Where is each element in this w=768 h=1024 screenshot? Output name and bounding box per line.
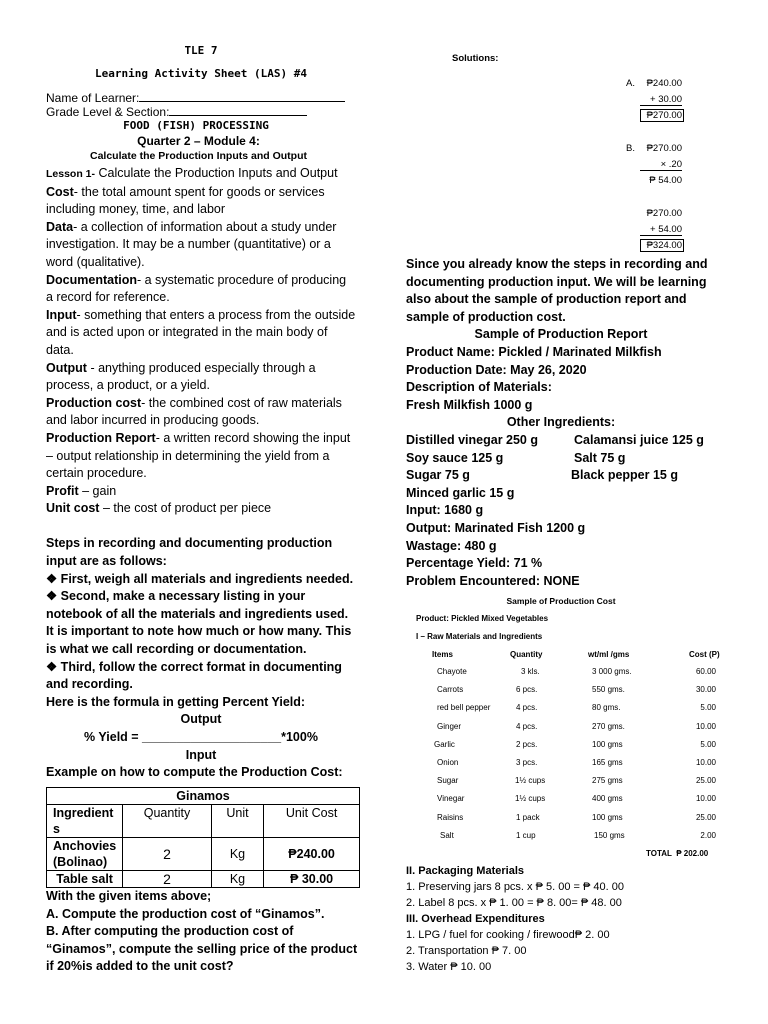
- topic: FOOD (FISH) PROCESSING: [123, 119, 269, 132]
- gin-header-unit: Unit: [211, 805, 263, 838]
- step-1: ❖ First, weigh all materials and ingredients needed.: [46, 571, 354, 586]
- gin-header-quantity: Quantity: [123, 805, 212, 838]
- cost-row: Garlic 2 pcs. 100 gms 5.00: [434, 739, 716, 749]
- cost-row: Chayote 3 kls. 3 000 gms. 60.00: [437, 667, 716, 676]
- quarter: Quarter 2 – Module 4:: [137, 134, 260, 148]
- report-output: Output: Marinated Fish 1200 g: [406, 520, 586, 535]
- cost-row: red bell pepper 4 pcs. 80 gms. 5.00: [437, 703, 716, 713]
- def-production-cost: Production cost- the combined cost of raw materials and labor incurred in producing goods.: [46, 395, 342, 428]
- cost-header-quantity: Quantity: [510, 650, 543, 659]
- gin-row2-cost: ₱ 30.00: [264, 871, 360, 888]
- formula-bottom: Input: [185, 747, 217, 762]
- cost-header-items: Items: [432, 650, 453, 659]
- report-garlic: Minced garlic 15 g: [406, 485, 515, 500]
- step-2: ❖ Second, make a necessary listing in your notebook of all the materials and ingredients used. It is important to note how much or how many. This is what we call recording or documentation.: [46, 589, 352, 657]
- sol-a2: + 30.00: [640, 94, 682, 106]
- lesson-line: Lesson 1- Calculate the Production Inputs and Output: [46, 166, 338, 180]
- cost-section-1: I – Raw Materials and Ingredients: [416, 632, 543, 641]
- sol-b1: ₱270.00: [646, 143, 682, 154]
- header-subject: TLE 7: [184, 44, 218, 57]
- example-heading: Example on how to compute the Production Cost:: [46, 765, 343, 780]
- report-body: [406, 256, 716, 590]
- cost-row: Sugar 1½ cups 275 gms 25.00: [437, 776, 716, 786]
- packaging-title: II. Packaging Materials: [406, 865, 524, 877]
- report-production-date: Production Date: May 26, 2020: [406, 362, 587, 377]
- ginamos-table: [46, 787, 360, 888]
- overhead-2: 2. Transportation ₱ 7. 00: [406, 945, 527, 957]
- def-unit-cost: Unit cost – the cost of product per piece: [46, 501, 272, 516]
- report-input: Input: 1680 g: [406, 503, 484, 518]
- ingredient-row-3: Sugar 75 g Black pepper 15 g: [406, 468, 678, 483]
- gin-row1-qty: 2: [123, 838, 212, 871]
- def-input: Input- something that enters a process from the outside and is acted upon or integrated in the main body of data.: [46, 307, 356, 357]
- name-of-learner: [46, 91, 345, 105]
- gin-row2-item: Table salt: [47, 871, 123, 888]
- header-title: Learning Activity Sheet (LAS) #4: [95, 67, 307, 80]
- gin-row2-qty: 2: [123, 871, 212, 888]
- gin-row2-unit: Kg: [211, 871, 263, 888]
- overhead-1: 1. LPG / fuel for cooking / firewood₱ 2. 00: [406, 929, 610, 941]
- cost-row: Salt 1 cup 150 gms 2.00: [440, 830, 716, 840]
- cost-title: Sample of Production Cost: [506, 596, 616, 606]
- sol-a1: ₱240.00: [646, 78, 682, 89]
- packaging-1: 1. Preserving jars 8 pcs. x ₱ 5. 00 = ₱ 40. 00: [406, 881, 624, 893]
- cost-extras: [406, 863, 726, 975]
- grade-level: [46, 105, 307, 119]
- sol-c3: ₱324.00: [640, 239, 684, 252]
- def-cost: Cost- the total amount spent for goods or services including money, time, and labor: [46, 184, 325, 217]
- report-fish: Fresh Milkfish 1000 g: [406, 397, 533, 412]
- formula-intro: Here is the formula in getting Percent Yield:: [46, 694, 306, 709]
- gin-header-unitcost: Unit Cost: [264, 805, 360, 838]
- ingredient-row-1: Distilled vinegar 250 g Calamansi juice 125 g: [406, 432, 704, 447]
- report-problem: Problem Encountered: NONE: [406, 573, 580, 588]
- steps-heading: Steps in recording and documenting production input are as follows:: [46, 536, 333, 569]
- report-wastage: Wastage: 480 g: [406, 538, 497, 553]
- grade-label: Grade Level & Section:: [46, 105, 170, 119]
- sol-c2: + 54.00: [640, 224, 682, 236]
- def-output: Output - anything produced especially through a process, a product, or a yield.: [46, 360, 316, 393]
- cost-row: Raisins 1 pack 100 gms 25.00: [437, 812, 716, 822]
- gin-row1-item: Anchovies (Bolinao): [47, 838, 123, 871]
- questions: [46, 888, 361, 976]
- cost-total: TOTAL ₱ 202.00: [646, 849, 709, 858]
- sol-b3: ₱ 54.00: [649, 175, 682, 186]
- def-profit: Profit – gain: [46, 483, 117, 498]
- subtitle: Calculate the Production Inputs and Output: [90, 150, 307, 162]
- questions-intro: With the given items above;: [46, 889, 212, 903]
- report-title: Sample of Production Report: [474, 327, 648, 342]
- step-3: ❖ Third, follow the correct format in documenting and recording.: [46, 659, 342, 692]
- report-description: Description of Materials:: [406, 380, 552, 395]
- def-production-report: Production Report- a written record showing the input – output relationship in determining the yield from a certain procedure.: [46, 430, 351, 481]
- report-product-name: Product Name: Pickled / Marinated Milkfish: [406, 344, 662, 359]
- cost-rows: [416, 667, 730, 849]
- sol-c1: ₱270.00: [646, 208, 682, 219]
- ginamos-title: Ginamos: [47, 788, 360, 805]
- packaging-2: 2. Label 8 pcs. x ₱ 1. 00 = ₱ 8. 00= ₱ 48. 00: [406, 897, 622, 909]
- solutions-label: Solutions:: [452, 53, 499, 64]
- sol-a3: ₱270.00: [640, 109, 684, 122]
- overhead-3: 3. Water ₱ 10. 00: [406, 961, 492, 973]
- cost-row: Carrots 6 pcs. 550 gms. 30.00: [437, 685, 716, 695]
- ingredient-row-2: Soy sauce 125 g Salt 75 g: [406, 450, 626, 465]
- cost-header-cost: Cost (P): [689, 650, 720, 659]
- formula-top: Output: [180, 712, 222, 727]
- report-other: Other Ingredients:: [506, 415, 616, 430]
- sol-b-label: B.: [626, 143, 635, 154]
- gin-row1-unit: Kg: [211, 838, 263, 871]
- cost-product: Product: Pickled Mixed Vegetables: [416, 614, 549, 623]
- question-b: B. After computing the production cost of “Ginamos”, compute the selling price of the product if 20%is added to the unit cost?: [46, 924, 358, 974]
- overhead-title: III. Overhead Expenditures: [406, 913, 545, 925]
- report-yield: Percentage Yield: 71 %: [406, 556, 543, 571]
- sol-b2: × .20: [640, 159, 682, 171]
- sol-a-label: A.: [626, 78, 635, 89]
- left-body: [46, 165, 356, 782]
- gin-header-ingredients: Ingredient s: [47, 805, 123, 838]
- cost-header-weight: wt/ml /gms: [588, 650, 630, 659]
- def-documentation: Documentation- a systematic procedure of producing a record for reference.: [46, 272, 347, 305]
- gin-row1-cost: ₱240.00: [264, 838, 360, 871]
- def-data: Data- a collection of information about a study under investigation. It may be a number (quantitative) or a word (qualitative).: [46, 219, 337, 269]
- name-label: Name of Learner:: [46, 91, 140, 105]
- cost-row: Vinegar 1½ cups 400 gms 10.00: [437, 794, 716, 804]
- report-intro: Since you already know the steps in recording and documenting production input. We will be learning also about the sample of production report and sample of production cost.: [406, 257, 708, 324]
- question-a: A. Compute the production cost of “Ginamos”.: [46, 906, 325, 921]
- cost-row: Ginger 4 pcs. 270 gms. 10.00: [437, 721, 716, 731]
- cost-row: Onion 3 pcs. 165 gms 10.00: [437, 757, 716, 767]
- formula-mid: % Yield = ____________________*100%: [84, 730, 318, 744]
